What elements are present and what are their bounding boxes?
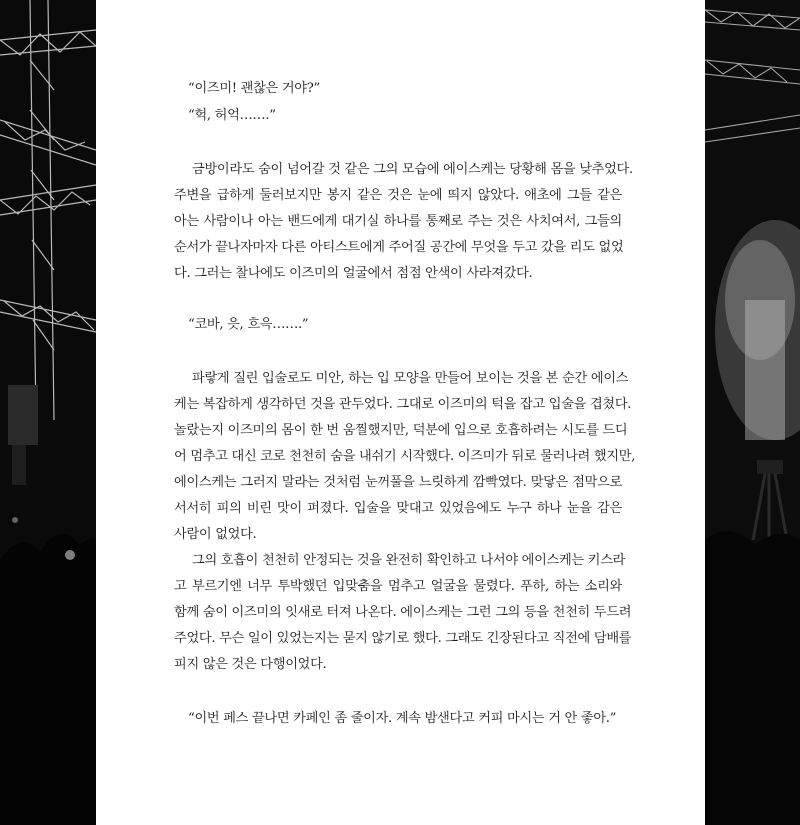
paragraph-line: 어 멈추고 대신 코로 천천히 숨을 내쉬기 시작했다. 이즈미가 뒤로 물러나려 했지만, xyxy=(174,449,636,464)
dialogue-line: “이번 페스 끝나면 카페인 좀 줄이자. 계속 밤샌다고 커피 마시는 거 안 좋아.” xyxy=(188,711,617,726)
paragraph-line: 다. 그러는 찰나에도 이즈미의 얼굴에서 점점 안색이 사라져갔다. xyxy=(174,266,533,281)
paragraph-line: 고 부르기엔 너무 투박했던 입맞춤을 멈추고 얼굴을 물렸다. 푸하, 하는 소리와 xyxy=(174,579,622,594)
paragraph-line: 주었다. 무슨 일이 있었는지는 묻지 않기로 했다. 그래도 긴장된다고 직전에 담배를 xyxy=(174,631,632,646)
paragraph-line: 그의 호흡이 천천히 안정되는 것을 완전히 확인하고 나서야 에이스케는 키스라 xyxy=(192,553,626,568)
concert-photo-left xyxy=(0,0,96,825)
book-page xyxy=(96,0,705,825)
paragraph-line: 놀랐는지 이즈미의 몸이 한 번 움찔했지만, 덕분에 입으로 호흡하려는 시도를 드디 xyxy=(174,423,628,438)
dialogue-line: “이즈미! 괜찮은 거야?” xyxy=(188,81,320,96)
paragraph-line: 금방이라도 숨이 넘어갈 것 같은 그의 모습에 에이스케는 당황해 몸을 낮추었다. xyxy=(192,162,633,177)
dialogue-line: “헉, 허억…….” xyxy=(188,108,276,123)
paragraph-line: 주변을 급하게 둘러보지만 봉지 같은 것은 눈에 띄지 않았다. 애초에 그들 같은 xyxy=(174,188,622,203)
paragraph-line: 순서가 끝나자마자 다른 아티스트에게 주어질 공간에 무엇을 두고 갔을 리도 없었 xyxy=(174,240,624,255)
paragraph-line: 서서히 피의 비린 맛이 퍼졌다. 입술을 맞대고 있었음에도 누구 하나 눈을 감은 xyxy=(174,501,622,516)
paragraph-line: 에이스케는 그러지 말라는 것처럼 눈꺼풀을 느릿하게 깜빡였다. 맞닿은 점막으로 xyxy=(174,475,622,490)
paragraph-line: 함께 숨이 이즈미의 잇새로 터져 나온다. 에이스케는 그런 그의 등을 천천히 두드려 xyxy=(174,605,632,620)
paragraph-line: 케는 복잡하게 생각하던 것을 관두었다. 그대로 이즈미의 턱을 잡고 입술을 겹쳤다. xyxy=(174,397,632,412)
concert-photo-right xyxy=(705,0,800,825)
dialogue-line: “코바, 읏, 흐윽…….” xyxy=(188,317,309,332)
paragraph-line: 피지 않은 것은 다행이었다. xyxy=(174,657,327,672)
paragraph-line: 사람이 없었다. xyxy=(174,527,257,542)
paragraph-line: 아는 사람이나 아는 밴드에게 대기실 하나를 통째로 주는 것은 사치여서, 그들의 xyxy=(174,214,622,229)
paragraph-line: 파랗게 질린 입술로도 미안, 하는 입 모양을 만들어 보이는 것을 본 순간 에이스 xyxy=(192,371,629,386)
